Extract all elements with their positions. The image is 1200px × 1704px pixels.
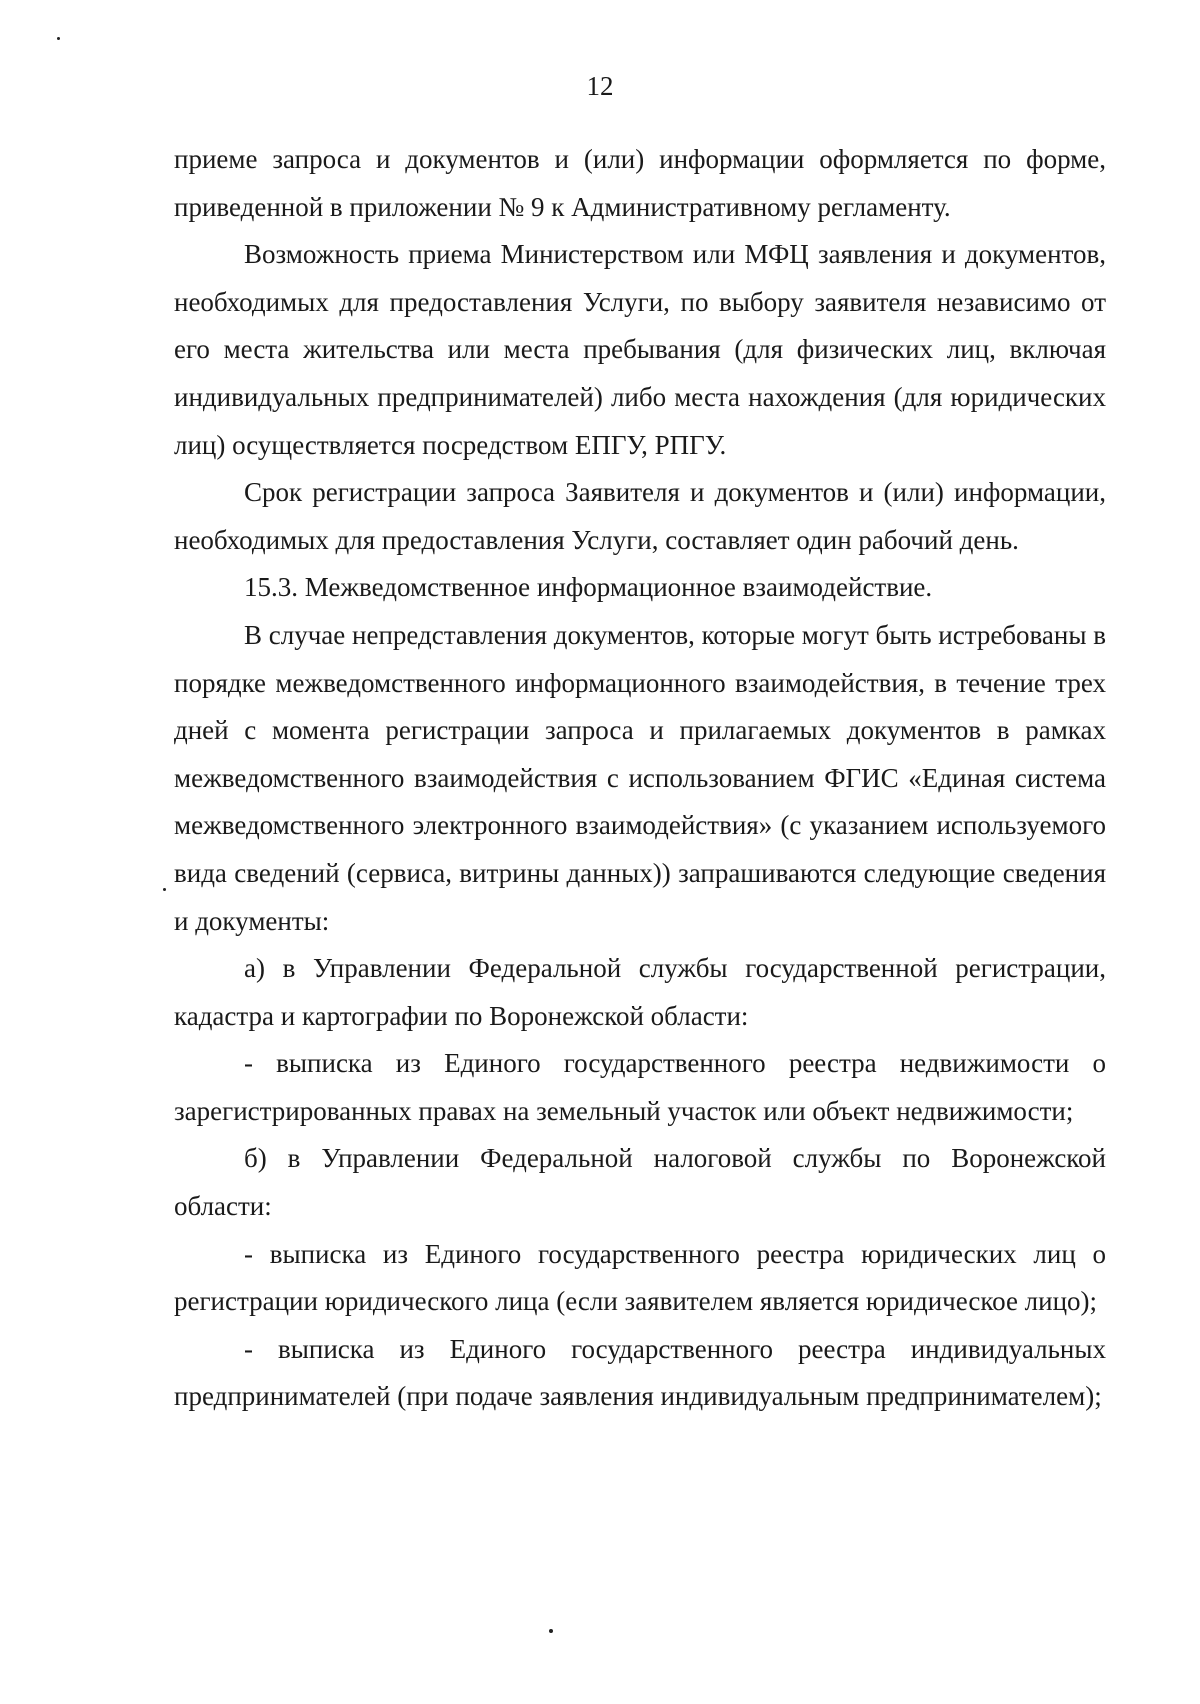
scan-speck — [163, 888, 166, 891]
paragraph-3: Срок регистрации запроса Заявителя и документов и (или) информации, необходимых для предоставления Услуги, составляет один рабочий день. — [174, 477, 1106, 555]
page-number: 12 — [586, 71, 614, 101]
scan-speck — [57, 37, 60, 40]
list-subitem-3: - выписка из Единого государственного реестра индивидуальных предпринимателей (при подаче заявления индивидуальным предпринимателем); — [174, 1333, 1106, 1412]
scan-speck — [549, 1629, 553, 1633]
list-subitem-2: - выписка из Единого государственного реестра юридических лиц о регистрации юридического лица (если заявителем является юридическое лицо); — [174, 1238, 1106, 1317]
paragraph-2: Возможность приема Министерством или МФЦ заявления и документов, необходимых для предоставления Услуги, по выбору заявителя независимо от его места жительства или места пребывания (для физических лиц, включая индивидуальных предпринимателей) либо места нахождения (для юридических лиц) осуществляется посредством ЕПГУ, РПГУ. — [174, 239, 1106, 460]
list-item-b: б) в Управлении Федеральной налоговой службы по Воронежской области: — [174, 1143, 1106, 1222]
list-item-a: а) в Управлении Федеральной службы государственной регистрации, кадастра и картографии по Воронежской области: — [174, 953, 1106, 1031]
list-subitem-1: - выписка из Единого государственного реестра недвижимости о зарегистрированных правах на земельный участок или объект недвижимости; — [174, 1048, 1106, 1126]
paragraph-1: приеме запроса и документов и (или) информации оформляется по форме, приведенной в приложении № 9 к Административному регламенту. — [174, 144, 1106, 222]
document-body — [174, 136, 1106, 1421]
section-heading-15-3: 15.3. Межведомственное информационное взаимодействие. — [244, 572, 933, 603]
paragraph-5: В случае непредставления документов, которые могут быть истребованы в порядке межведомственного информационного взаимодействия, в течение трех дней с момента регистрации запроса и прилагаемых документов в рамках межведомственного взаимодействия с использованием ФГИС «Единая система межведомственного электронного взаимодействия» (с указанием используемого вида сведений (сервиса, витрины данных)) запрашиваются следующие сведения и документы: — [174, 619, 1107, 936]
